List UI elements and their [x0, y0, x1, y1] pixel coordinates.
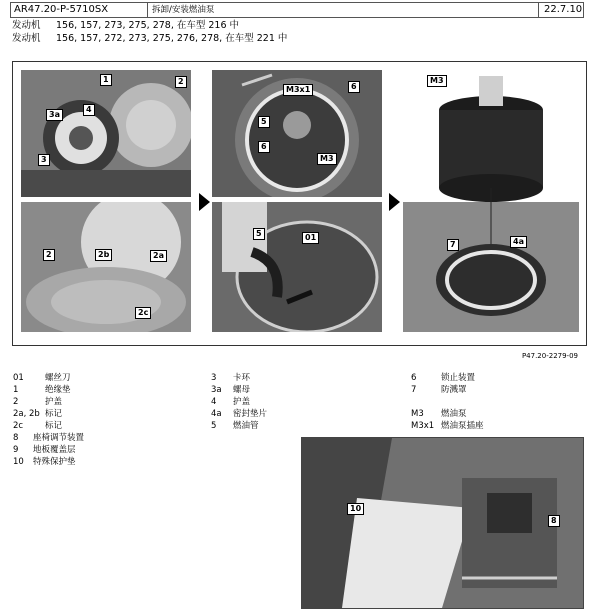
callout-2: 2 [43, 249, 55, 261]
step-arrow [199, 193, 210, 211]
legend-item [13, 396, 84, 408]
step-arrow [389, 193, 400, 211]
header-table [10, 2, 584, 18]
legend-item [411, 372, 484, 384]
legend-key: 4a [211, 409, 222, 419]
doc-title: 拆卸/安装燃油泵 [152, 5, 215, 15]
callout-3a: 3a [46, 109, 63, 121]
legend-key: 2 [13, 397, 19, 407]
legend-item [411, 408, 484, 420]
callout-4a: 4a [510, 236, 527, 248]
legend-key: 2a, 2b [13, 409, 40, 419]
legend-text: 螺母 [233, 385, 251, 395]
legend-text: 防溅罩 [441, 385, 467, 395]
photo-cover-marks-drawing [21, 202, 191, 332]
callout-M3: M3 [317, 153, 337, 165]
legend-text: 燃油泵插座 [441, 421, 484, 431]
callout-7: 7 [447, 239, 459, 251]
callout-M3x1: M3x1 [283, 84, 313, 96]
legend-key: M3 [411, 409, 424, 419]
legend-column-1 [13, 372, 84, 468]
photo-cover-top-drawing [21, 70, 191, 197]
model-label: 发动机 [12, 33, 41, 44]
legend-key: 8 [13, 433, 19, 443]
legend-item [13, 384, 84, 396]
legend-item [411, 420, 484, 432]
legend-column-3 [411, 372, 484, 432]
legend-item [211, 396, 267, 408]
legend-text: 卡环 [233, 373, 251, 383]
legend-key: 7 [411, 385, 417, 395]
callout-2: 2 [175, 76, 187, 88]
photo-cover-top [21, 70, 191, 197]
callout-4: 4 [83, 104, 95, 116]
legend-key: M3x1 [411, 421, 435, 431]
legend-item [211, 372, 267, 384]
legend-text: 螺丝刀 [45, 373, 71, 383]
photo-pump-removed-drawing [403, 70, 579, 332]
legend-text: 地板覆盖层 [33, 445, 76, 455]
callout-1: 1 [100, 74, 112, 86]
legend-item [13, 420, 84, 432]
model-label: 发动机 [12, 20, 41, 31]
callout-10: 10 [347, 503, 364, 515]
model-text: 156, 157, 273, 275, 278, 在车型 216 中 [56, 20, 240, 31]
legend-key: 5 [211, 421, 217, 431]
legend-key: 01 [13, 373, 24, 383]
legend-text: 特殊保护垫 [33, 457, 76, 467]
legend-key: 1 [13, 385, 19, 395]
legend-item [211, 408, 267, 420]
legend-item [13, 372, 84, 384]
model-line [12, 20, 239, 32]
photo-fuel-line [212, 202, 382, 332]
photo-seat-adjuster-drawing [302, 438, 583, 608]
callout-2b: 2b [95, 249, 112, 261]
callout-8: 8 [548, 515, 560, 527]
legend-key: 3a [211, 385, 222, 395]
legend-key: 3 [211, 373, 217, 383]
doc-date: 22.7.10 [544, 4, 582, 15]
callout-3: 3 [38, 154, 50, 166]
legend-text: 护盖 [233, 397, 251, 407]
legend-key: 10 [13, 457, 24, 467]
legend-text: 座椅调节装置 [33, 433, 85, 443]
legend-item [13, 432, 84, 444]
callout-5: 5 [258, 116, 270, 128]
legend-key: 4 [211, 397, 217, 407]
photo-cover-marks [21, 202, 191, 332]
model-line [12, 33, 287, 45]
legend-key: 6 [411, 373, 417, 383]
legend-item [411, 384, 484, 396]
legend-text: 燃油泵 [441, 409, 467, 419]
legend-key: 9 [13, 445, 19, 455]
photo-seat-adjuster [301, 437, 584, 609]
legend-item [13, 408, 84, 420]
photo-fuel-line-drawing [212, 202, 382, 332]
legend-key: 2c [13, 421, 24, 431]
photo-pump-removed [403, 70, 579, 332]
model-text: 156, 157, 272, 273, 275, 276, 278, 在车型 221 中 [56, 33, 288, 44]
callout-M3: M3 [427, 75, 447, 87]
legend-text: 标记 [45, 421, 63, 431]
callout-01: 01 [302, 232, 319, 244]
callout-5: 5 [253, 228, 265, 240]
callout-6: 6 [258, 141, 270, 153]
callout-2a: 2a [150, 250, 167, 262]
figure-reference: P47.20-2279-09 [521, 352, 578, 360]
legend-item [13, 456, 84, 468]
legend-text: 护盖 [45, 397, 63, 407]
divider [147, 3, 148, 17]
legend-text: 密封垫片 [233, 409, 268, 419]
legend-column-2 [211, 372, 267, 432]
legend-text: 标记 [45, 409, 63, 419]
legend-text: 绝缘垫 [45, 385, 71, 395]
legend-item [211, 384, 267, 396]
legend-item [13, 444, 84, 456]
doc-id: AR47.20-P-5710SX [14, 4, 109, 15]
legend-text: 燃油管 [233, 421, 259, 431]
procedure-figure [12, 61, 587, 346]
legend-item [211, 420, 267, 432]
divider [538, 3, 539, 17]
callout-6: 6 [348, 81, 360, 93]
callout-2c: 2c [135, 307, 151, 319]
legend-text: 锁止装置 [441, 373, 476, 383]
